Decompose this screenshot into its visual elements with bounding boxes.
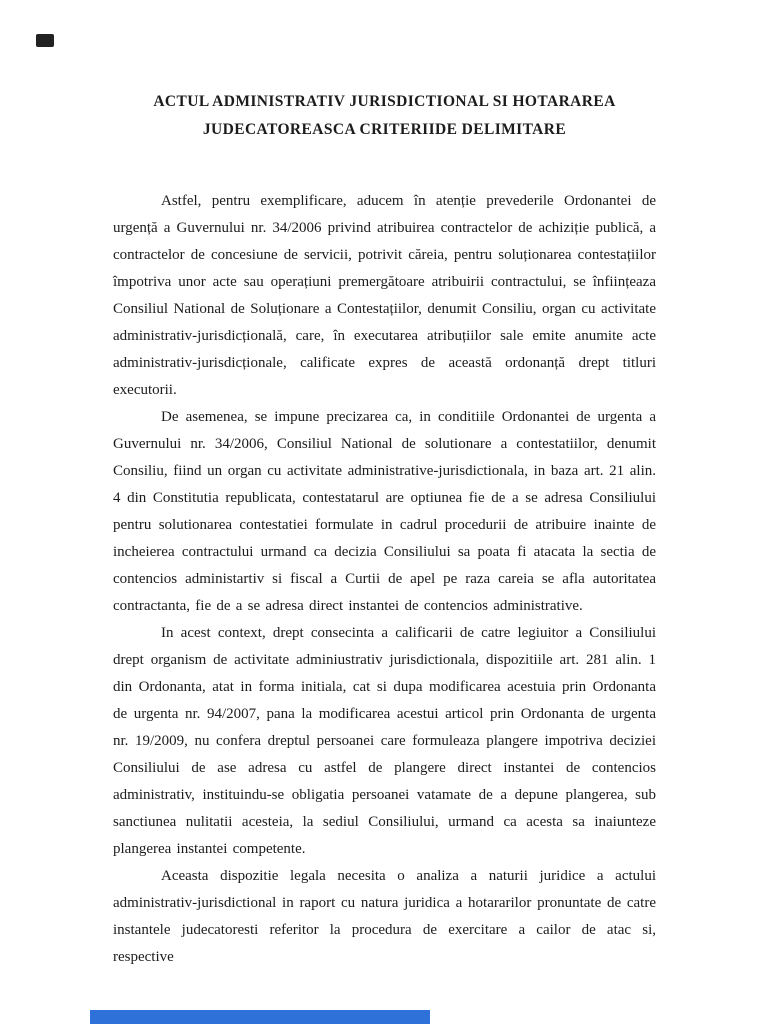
document-title-line-2: JUDECATOREASCA CRITERIIDE DELIMITARE (202, 121, 567, 138)
paragraph-1: Astfel, pentru exemplificare, aducem în atenție prevederile Ordonantei de urgență a Guvernului nr. 34/2006 privind atribuirea contractelor de achiziție publică, a contractelor de concesiune de servicii, potrivit căreia, pentru soluționarea contestațiilor împotriva unor acte sau operațiuni premergătoare atribuirii contractului, se înființeaza Consiliul National de Soluționare a Contestațiilor, denumit Consiliu, organ cu activitate administrativ-jurisdicțională, care, în executarea atribuțiilor sale emite anumite acte administrativ-jurisdicționale, calificate expres de această ordonanță drept titluri executorii. (113, 193, 656, 398)
document-body (113, 188, 656, 971)
paragraph-2: De asemenea, se impune precizarea ca, in conditiile Ordonantei de urgenta a Guvernului nr. 34/2006, Consiliul National de solutionare a contestatiilor, denumit Consiliu, fiind un organ cu activitate administrative-jurisdictionala, in baza art. 21 alin. 4 din Constitutia republicata, contestatarul are optiunea fie de a se adresa Consiliului pentru solutionarea contestatiei formulate in cadrul procedurii de atribuire inainte de incheierea contractului urmand ca decizia Consiliului sa poata fi atacata la sectia de contencios administartiv si fiscal a Curtii de apel pe raza careia se afla autoritatea contractanta, fie de a se adresa direct instantei de contencios administrative. (113, 409, 656, 614)
scan-artifact-mark (36, 34, 54, 47)
paragraph-3: In acest context, drept consecinta a calificarii de catre legiuitor a Consiliului drept organism de activitate adminiustrativ jurisdictionala, dispozitiile art. 281 alin. 1 din Ordonanta, atat in forma initiala, cat si dupa modificarea acestuia prin Ordonanta de urgenta nr. 94/2007, pana la modificarea acestui articol prin Ordonanta de urgenta nr. 19/2009, nu confera dreptul persoanei care formuleaza plangere impotriva deciziei Consiliului de ase adresa cu astfel de plangere direct instantei de contencios administrativ, instituindu-se obligatia persoanei vatamate de a depune plangerea, sub sanctiunea nulitatii acesteia, la sediul Consiliului, urmand ca acesta sa inaiunteze plangerea instantei competente. (113, 625, 656, 857)
paragraph-4: Aceasta dispozitie legala necesita o analiza a naturii juridice a actului administrativ-jurisdictional in raport cu natura juridica a hotararilor pronuntate de catre instantele judecatoresti referitor la procedura de exercitare a cailor de atac si, respective (113, 868, 656, 965)
document-title-line-1: ACTUL ADMINISTRATIV JURISDICTIONAL SI HOTARAREA (153, 93, 616, 110)
document-title (113, 88, 656, 144)
footer-banner-fragment (90, 1010, 430, 1024)
document-content (113, 88, 656, 971)
